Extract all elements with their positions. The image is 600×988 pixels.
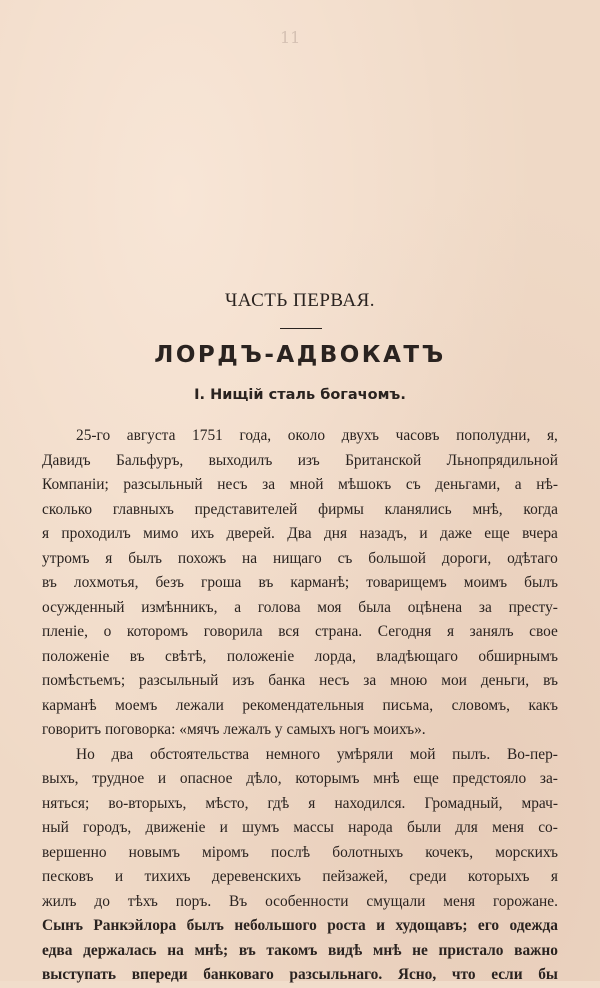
text-line: въ лохмотья, безъ гроша въ карманѣ; товарищемъ моимъ былъ — [42, 574, 558, 591]
text-line: Компаніи; разсыльный несъ за мной мѣшокъ съ деньгами, а нѣ- — [42, 476, 558, 493]
chapter-title: I. Нищій сталь богачомъ. — [194, 387, 406, 403]
text-line: выступать впереди банковаго разсыльнаго. Ясно, что если бы — [42, 966, 558, 983]
text-line: выхъ, трудное и опасное дѣло, которымъ мнѣ еще предстояло за- — [42, 770, 558, 787]
text-line: я проходилъ мимо ихъ дверей. Два дня назадъ, и даже еще вчера — [42, 525, 558, 542]
text-line: сколько главныхъ представителей фирмы кланялись мнѣ, когда — [42, 500, 558, 518]
text-line: пленіе, о которомъ говорила вся страна. Сегодня я занялъ свое — [42, 623, 558, 640]
text-line: няться; во-вторыхъ, мѣсто, гдѣ я находился. Громадный, мрач- — [42, 794, 558, 812]
text-line: ный городъ, движеніе и шумъ массы народа были для меня со- — [42, 819, 558, 836]
text-line: Сынъ Ранкэйлора былъ небольшого роста и худощавъ; его одежда — [42, 917, 558, 934]
text-line: осужденный измѣнникъ, а голова моя была оцѣнена за престу- — [42, 598, 558, 616]
text-line: жилъ до тѣхъ поръ. Въ особенности смущали меня горожане. — [42, 892, 558, 910]
text-line: вершенно новымъ міромъ послѣ болотныхъ кочекъ, морскихъ — [42, 843, 558, 861]
text-line: Давидъ Бальфуръ, выходилъ изъ Британской Льнопрядильной — [42, 451, 558, 469]
text-line: говоритъ поговорка: «мячъ лежалъ у самыхъ ногъ моихъ». — [42, 721, 426, 738]
text-line: утромъ я былъ похожъ на нищаго съ большой дороги, одѣтаго — [42, 549, 558, 567]
body-text — [42, 424, 558, 988]
book-title: ЛОРДЪ-АДВОКАТЪ — [154, 342, 446, 368]
text-line: Но два обстоятельства немного умѣряли мой пылъ. Во-пер- — [76, 745, 558, 763]
text-line: положеніе въ свѣтѣ, положеніе лорда, владѣющаго обширнымъ — [42, 647, 558, 665]
text-line: 25-го августа 1751 года, около двухъ часовъ пополудни, я, — [76, 427, 558, 444]
text-line: помѣстьемъ; разсыльный изъ банка несъ за мною мои деньги, въ — [42, 672, 558, 689]
page-number: 11 — [280, 28, 301, 47]
text-line: карманѣ моемъ лежали рекомендательныя письма, словомъ, какъ — [42, 696, 558, 714]
text-line: песковъ и тихихъ деревенскихъ пейзажей, среди которыхъ я — [42, 868, 558, 885]
title-divider — [280, 328, 322, 329]
part-title: ЧАСТЬ ПЕРВАЯ. — [224, 290, 376, 311]
text-line: едва держалась на мнѣ; въ такомъ видѣ мнѣ не пристало важно — [42, 941, 558, 959]
